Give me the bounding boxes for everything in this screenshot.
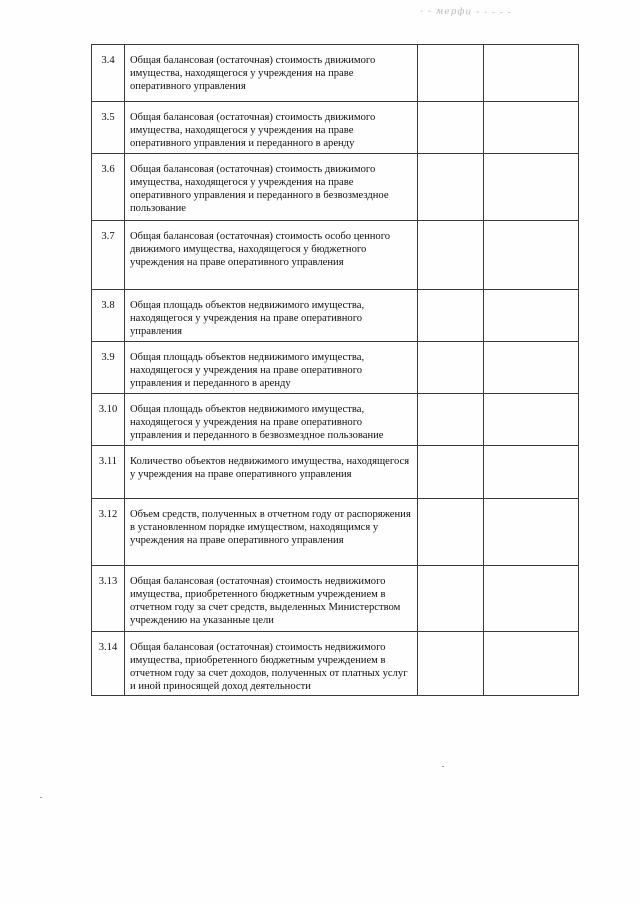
value-cell-2: [484, 341, 579, 393]
table-body: [92, 45, 579, 696]
row-number: 3.6: [92, 153, 125, 220]
row-description: Общая балансовая (остаточная) стоимость недвижимого имущества, приобретенного бюджетным учреждением в отчетном году за счет доходов, полученных от платных услуг и иной приносящей доход деятельности: [125, 631, 418, 696]
row-description: Объем средств, полученных в отчетном году от распоряжения в установленном порядке имуществом, находящимся у учреждения на праве оперативного управления: [125, 498, 418, 565]
value-cell-1: [418, 289, 484, 341]
value-cell-1: [418, 102, 484, 154]
row-number: 3.13: [92, 565, 125, 631]
value-cell-2: [484, 220, 579, 289]
value-cell-2: [484, 498, 579, 565]
value-cell-1: [418, 631, 484, 696]
row-description: Общая балансовая (остаточная) стоимость недвижимого имущества, приобретенного бюджетным учреждением в отчетном году за счет средств, выделенных Министерством учреждению на указанные цели: [125, 565, 418, 631]
table-row: [92, 102, 579, 154]
row-description: Общая балансовая (остаточная) стоимость особо ценного движимого имущества, находящегося у бюджетного учреждения на праве оперативного управления: [125, 220, 418, 289]
value-cell-2: [484, 445, 579, 498]
table-row: [92, 45, 579, 102]
table-row: [92, 341, 579, 393]
scan-speck: [442, 766, 444, 767]
row-number: 3.12: [92, 498, 125, 565]
table-row: [92, 565, 579, 631]
row-description: Общая балансовая (остаточная) стоимость движимого имущества, находящегося у учреждения на праве оперативного управления и переданного в аренду: [125, 102, 418, 154]
value-cell-2: [484, 45, 579, 102]
value-cell-2: [484, 631, 579, 696]
row-description: Количество объектов недвижимого имущества, находящегося у учреждения на праве оперативного управления: [125, 445, 418, 498]
row-number: 3.11: [92, 445, 125, 498]
table-row: [92, 220, 579, 289]
row-number: 3.10: [92, 393, 125, 445]
value-cell-1: [418, 153, 484, 220]
row-number: 3.8: [92, 289, 125, 341]
scan-speck: [40, 797, 42, 798]
value-cell-2: [484, 565, 579, 631]
row-description: Общая площадь объектов недвижимого имущества, находящегося у учреждения на праве оперативного управления и переданного в безвозмездное пользование: [125, 393, 418, 445]
table-row: [92, 153, 579, 220]
value-cell-1: [418, 445, 484, 498]
row-description: Общая площадь объектов недвижимого имущества, находящегося у учреждения на праве оперативного управления и переданного в аренду: [125, 341, 418, 393]
value-cell-1: [418, 341, 484, 393]
value-cell-2: [484, 289, 579, 341]
value-cell-1: [418, 565, 484, 631]
value-cell-1: [418, 498, 484, 565]
property-indicators-table: [91, 44, 579, 696]
row-number: 3.14: [92, 631, 125, 696]
value-cell-2: [484, 102, 579, 154]
table-row: [92, 445, 579, 498]
value-cell-1: [418, 220, 484, 289]
row-description: Общая балансовая (остаточная) стоимость движимого имущества, находящегося у учреждения на праве оперативного управления и переданного в безвозмездное пользование: [125, 153, 418, 220]
row-number: 3.5: [92, 102, 125, 154]
table-row: [92, 289, 579, 341]
table-row: [92, 631, 579, 696]
value-cell-2: [484, 153, 579, 220]
row-number: 3.7: [92, 220, 125, 289]
row-description: Общая площадь объектов недвижимого имущества, находящегося у учреждения на праве оперативного управления: [125, 289, 418, 341]
table-row: [92, 498, 579, 565]
scan-header-mark: - - мерфи - - - - -: [419, 6, 512, 19]
value-cell-1: [418, 45, 484, 102]
row-description: Общая балансовая (остаточная) стоимость движимого имущества, находящегося у учреждения на праве оперативного управления: [125, 45, 418, 102]
value-cell-2: [484, 393, 579, 445]
table-row: [92, 393, 579, 445]
row-number: 3.4: [92, 45, 125, 102]
value-cell-1: [418, 393, 484, 445]
row-number: 3.9: [92, 341, 125, 393]
